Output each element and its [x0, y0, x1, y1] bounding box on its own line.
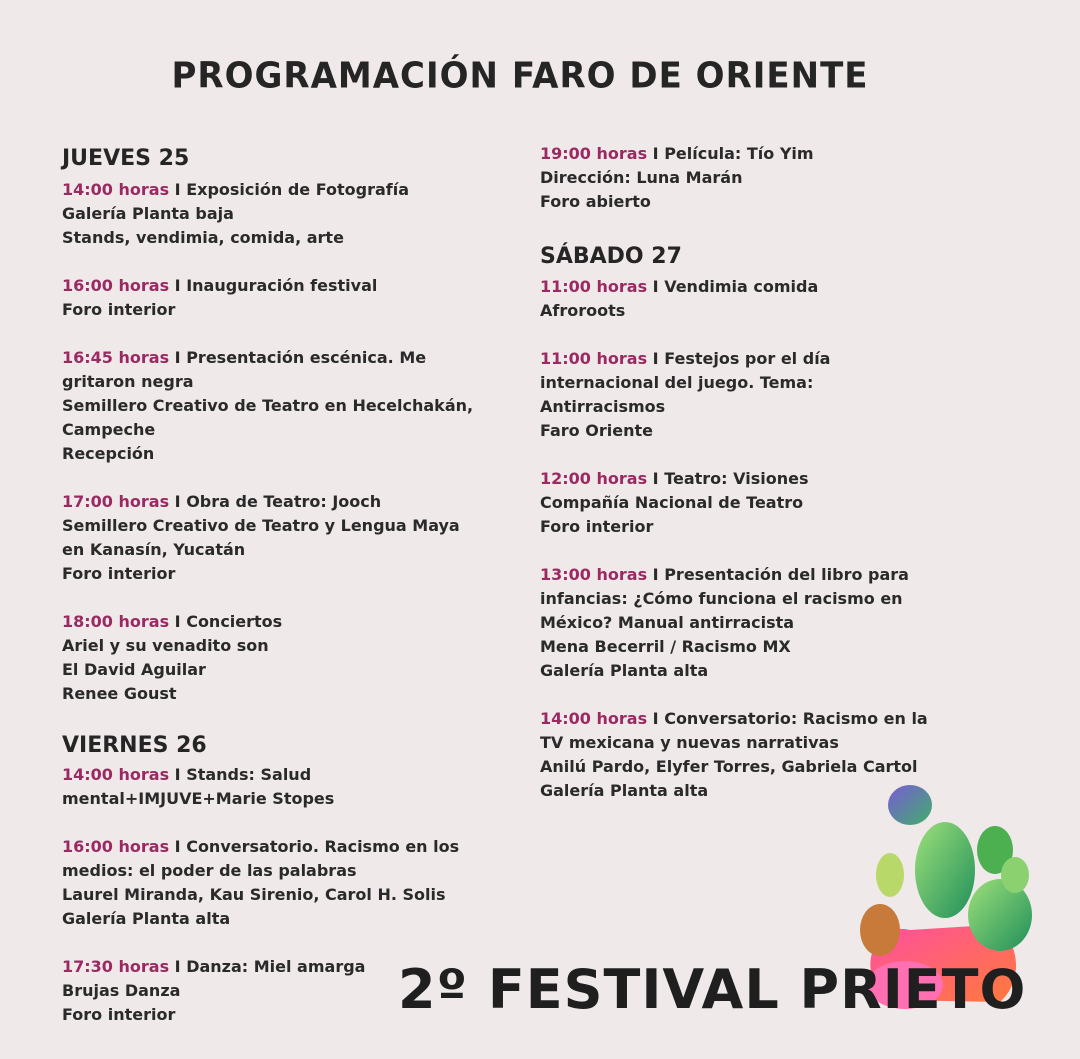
event-line: I Conversatorio. Racismo en los: [174, 837, 460, 856]
event-line: Antirracismos: [540, 397, 666, 416]
event-line: Galería Planta alta: [540, 781, 709, 800]
event-line: Renee Goust: [62, 684, 177, 703]
event-line: medios: el poder de las palabras: [62, 861, 357, 880]
event-item: [62, 178, 502, 250]
event-line: I Conversatorio: Racismo en la: [652, 709, 928, 728]
page-title: PROGRAMACIÓN FARO DE ORIENTE: [171, 55, 869, 97]
event-time: 16:00 horas: [62, 837, 170, 856]
event-line: Galería Planta baja: [62, 204, 234, 223]
event-line: Mena Becerril / Racismo MX: [540, 637, 791, 656]
event-time: 19:00 horas: [540, 144, 648, 163]
event-line: Galería Planta alta: [540, 661, 709, 680]
event-line: Semillero Creativo de Teatro y Lengua Maya: [62, 516, 460, 535]
festival-name: 2º FESTIVAL PRIETO: [398, 958, 1027, 1021]
event-line: I Presentación del libro para: [652, 565, 909, 584]
event-time: 14:00 horas: [540, 709, 648, 728]
event-line: Galería Planta alta: [62, 909, 231, 928]
event-time: 16:45 horas: [62, 348, 170, 367]
event-item: [540, 142, 960, 214]
event-line: I Vendimia comida: [652, 277, 819, 296]
event-time: 13:00 horas: [540, 565, 648, 584]
event-line: Recepción: [62, 444, 155, 463]
event-line: Compañía Nacional de Teatro: [540, 493, 804, 512]
event-item: [62, 346, 502, 466]
event-line: Brujas Danza: [62, 981, 181, 1000]
event-line: I Festejos por el día: [652, 349, 831, 368]
event-line: Anilú Pardo, Elyfer Torres, Gabriela Cartol: [540, 757, 918, 776]
event-line: Afroroots: [540, 301, 626, 320]
event-time: 16:00 horas: [62, 276, 170, 295]
event-line: Foro interior: [62, 564, 176, 583]
event-line: I Presentación escénica. Me: [174, 348, 427, 367]
day-heading-sabado: SÁBADO 27: [540, 244, 682, 269]
event-line: infancias: ¿Cómo funciona el racismo en: [540, 589, 903, 608]
event-line: TV mexicana y nuevas narrativas: [540, 733, 839, 752]
event-line: El David Aguilar: [62, 660, 206, 679]
event-line: en Kanasín, Yucatán: [62, 540, 246, 559]
event-line: I Obra de Teatro: Jooch: [174, 492, 382, 511]
event-item: [62, 274, 502, 322]
event-time: 14:00 horas: [62, 180, 170, 199]
event-line: Foro interior: [62, 1005, 176, 1024]
event-time: 12:00 horas: [540, 469, 648, 488]
day-heading-jueves: JUEVES 25: [62, 146, 190, 171]
event-line: Faro Oriente: [540, 421, 653, 440]
event-time: 11:00 horas: [540, 277, 648, 296]
event-time: 11:00 horas: [540, 349, 648, 368]
event-line: Stands, vendimia, comida, arte: [62, 228, 344, 247]
event-line: I Inauguración festival: [174, 276, 378, 295]
event-line: mental+IMJUVE+Marie Stopes: [62, 789, 335, 808]
event-line: Laurel Miranda, Kau Sirenio, Carol H. Solis: [62, 885, 446, 904]
event-time: 17:00 horas: [62, 492, 170, 511]
event-line: Foro abierto: [540, 192, 651, 211]
event-item: [540, 347, 960, 443]
event-line: I Conciertos: [174, 612, 283, 631]
event-line: I Stands: Salud: [174, 765, 312, 784]
event-line: I Danza: Miel amarga: [174, 957, 366, 976]
event-item: [62, 835, 502, 931]
event-item: [62, 610, 502, 706]
event-line: Dirección: Luna Marán: [540, 168, 743, 187]
event-line: I Exposición de Fotografía: [174, 180, 409, 199]
event-item: [62, 763, 502, 811]
event-line: Foro interior: [540, 517, 654, 536]
event-line: gritaron negra: [62, 372, 194, 391]
event-item: [540, 563, 960, 683]
event-item: [540, 275, 960, 323]
event-line: I Película: Tío Yim: [652, 144, 814, 163]
event-time: 14:00 horas: [62, 765, 170, 784]
event-time: 18:00 horas: [62, 612, 170, 631]
event-line: Ariel y su venadito son: [62, 636, 269, 655]
event-line: Semillero Creativo de Teatro en Hecelchakán,: [62, 396, 474, 415]
event-line: Campeche: [62, 420, 156, 439]
event-item: [540, 467, 960, 539]
day-heading-viernes: VIERNES 26: [62, 733, 207, 758]
event-line: Foro interior: [62, 300, 176, 319]
event-time: 17:30 horas: [62, 957, 170, 976]
event-line: I Teatro: Visiones: [652, 469, 809, 488]
event-item: [62, 490, 502, 586]
event-line: México? Manual antirracista: [540, 613, 795, 632]
event-line: internacional del juego. Tema:: [540, 373, 814, 392]
